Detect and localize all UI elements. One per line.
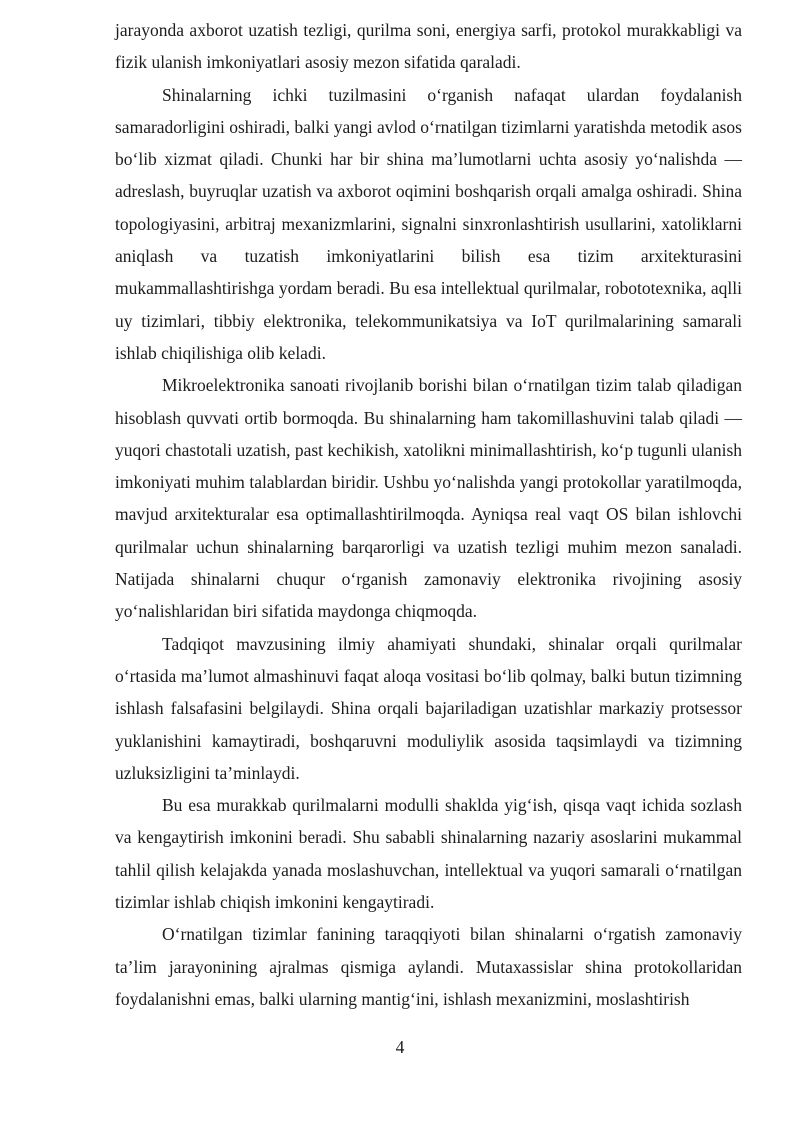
document-page-body [115,14,742,1015]
page-number: 4 [395,1037,405,1057]
paragraph: O‘rnatilgan tizimlar fanining taraqqiyoti bilan shinalarni o‘rgatish zamonaviy ta’lim jarayonining ajralmas qismiga aylandi. Mutaxassislar shina protokollaridan foydalanishni emas, balki ularning mantig‘ini, ishlash mexanizmini, moslashtirish [115,924,742,1009]
paragraph-continuation: jarayonda axborot uzatish tezligi, qurilma soni, energiya sarfi, protokol murakkabligi va fizik ulanish imkoniyatlari asosiy mezon sifatida qaraladi. [115,20,742,73]
paragraph: Tadqiqot mavzusining ilmiy ahamiyati shundaki, shinalar orqali qurilmalar o‘rtasida ma’lumot almashinuvi faqat aloqa vositasi bo‘lib qolmay, balki butun tizimning ishlash falsafasini belgilaydi. Shina orqali bajariladigan uzatishlar markaziy protsessor yuklanishini kamaytiradi, boshqaruvni moduliylik asosida taqsimlaydi va tizimning uzluksizligini ta’minlaydi. [115,633,742,783]
paragraph: Mikroelektronika sanoati rivojlanib borishi bilan o‘rnatilgan tizim talab qiladigan hisoblash quvvati ortib bormoqda. Bu shinalarning ham takomillashuvini talab qiladi — yuqori chastotali uzatish, past kechikish, xatolikni minimallashtirish, ko‘p tugunli ulanish imkoniyati muhim talablardan biridir. Ushbu yo‘nalishda yangi protokollar yaratilmoqda, mavjud arxitekturalar esa optimallashtirilmoqda. Ayniqsa real vaqt OS bilan ishlovchi qurilmalar uchun shinalarning barqarorligi va uzatish tezligi muhim mezon sanaladi. Natijada shinalarni chuqur o‘rganish zamonaviy elektronika rivojining asosiy yo‘nalishlaridan biri sifatida maydonga chiqmoqda. [115,375,743,622]
paragraph: Bu esa murakkab qurilmalarni modulli shaklda yig‘ish, qisqa vaqt ichida sozlash va kengaytirish imkonini beradi. Shu sababli shinalarning nazariy asoslarini mukammal tahlil qilish kelajakda yanada moslashuvchan, intellektual va yuqori samarali o‘rnatilgan tizimlar ishlab chiqish imkonini kengaytiradi. [115,795,742,913]
paragraph: Shinalarning ichki tuzilmasini o‘rganish nafaqat ulardan foydalanish samaradorligini oshiradi, balki yangi avlod o‘rnatilgan tizimlarni yaratishda metodik asos bo‘lib xizmat qiladi. Chunki har bir shina ma’lumotlarni uchta asosiy yo‘nalishda — adreslash, buyruqlar uzatish va axborot oqimini boshqarish orqali amalga oshiradi. Shina topologiyasini, arbitraj mexanizmlarini, signalni sinxronlashtirish usullarini, xatoliklarni aniqlash va tuzatish imkoniyatlarini bilish esa tizim arxitekturasini mukammallashtirishga yordam beradi. Bu esa intellektual qurilmalar, robototexnika, aqlli uy tizimlari, tibbiy elektronika, telekommunikatsiya va IoT qurilmalarining samarali ishlab chiqilishiga olib keladi. [115,84,742,363]
